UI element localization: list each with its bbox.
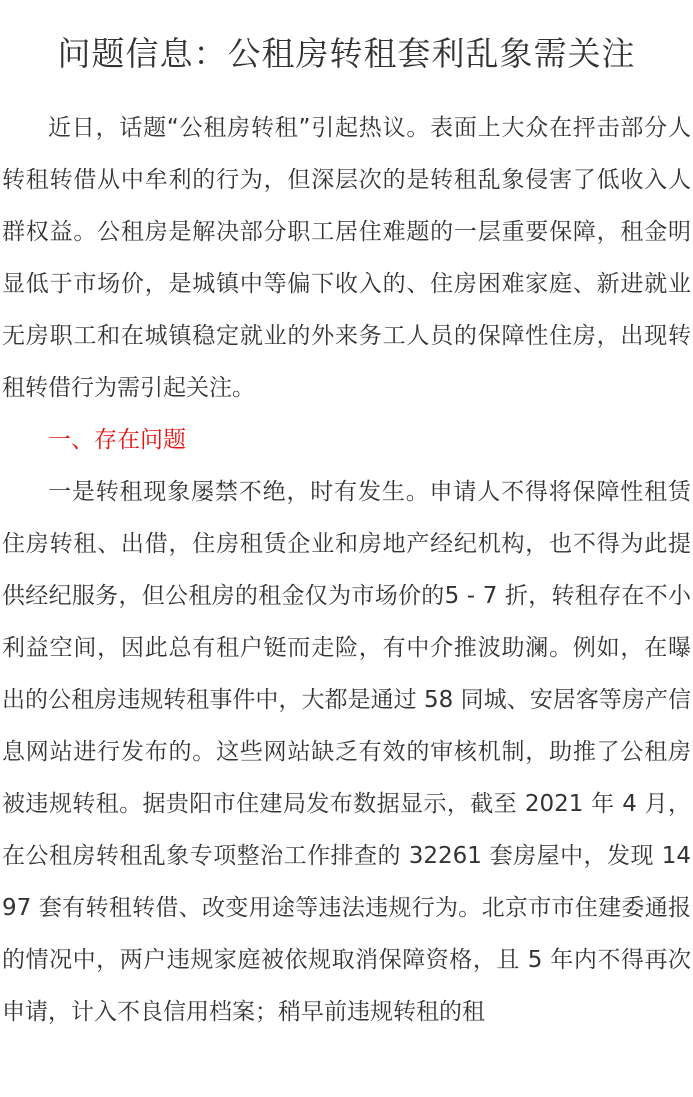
article-body (2, 102, 691, 1038)
article-title: 问题信息：公租房转租套利乱象需关注 (57, 34, 636, 73)
section-paragraph: 一是转租现象屡禁不绝，时有发生。申请人不得将保障性租赁住房转租、出借，住房租赁企业和房地产经纪机构，也不得为此提供经纪服务，但公租房的租金仅为市场价的5 - 7 折，转租存在不小利益空间，因此总有租户铤而走险，有中介推波助澜。例如，在曝出的公租房违规转租事件中，大都是通过 58 同城、安居客等房产信息网站进行发布的。这些网站缺乏有效的审核机制，助推了公租房被违规转租。据贵阳市住建局发布数据显示，截至 2021 年 4 月，在公租房转租乱象专项整治工作排查的 32261 套房屋中，发现 1497 套有转租转借、改变用途等违法违规行为。北京市市住建委通报的情况中，两户违规家庭被依规取消保障资格，且 5 年内不得再次申请，计入不良信用档案；稍早前违规转租的租 (2, 479, 691, 1025)
intro-paragraph: 近日，话题“公租房转租”引起热议。表面上大众在抨击部分人转租转借从中牟利的行为，但深层次的是转租乱象侵害了低收入人群权益。公租房是解决部分职工居住难题的一层重要保障，租金明显低于市场价，是城镇中等偏下收入的、住房困难家庭、新进就业无房职工和在城镇稳定就业的外来务工人员的保障性住房，出现转租转借行为需引起关注。 (2, 115, 691, 401)
section-heading: 一、存在问题 (48, 427, 186, 453)
